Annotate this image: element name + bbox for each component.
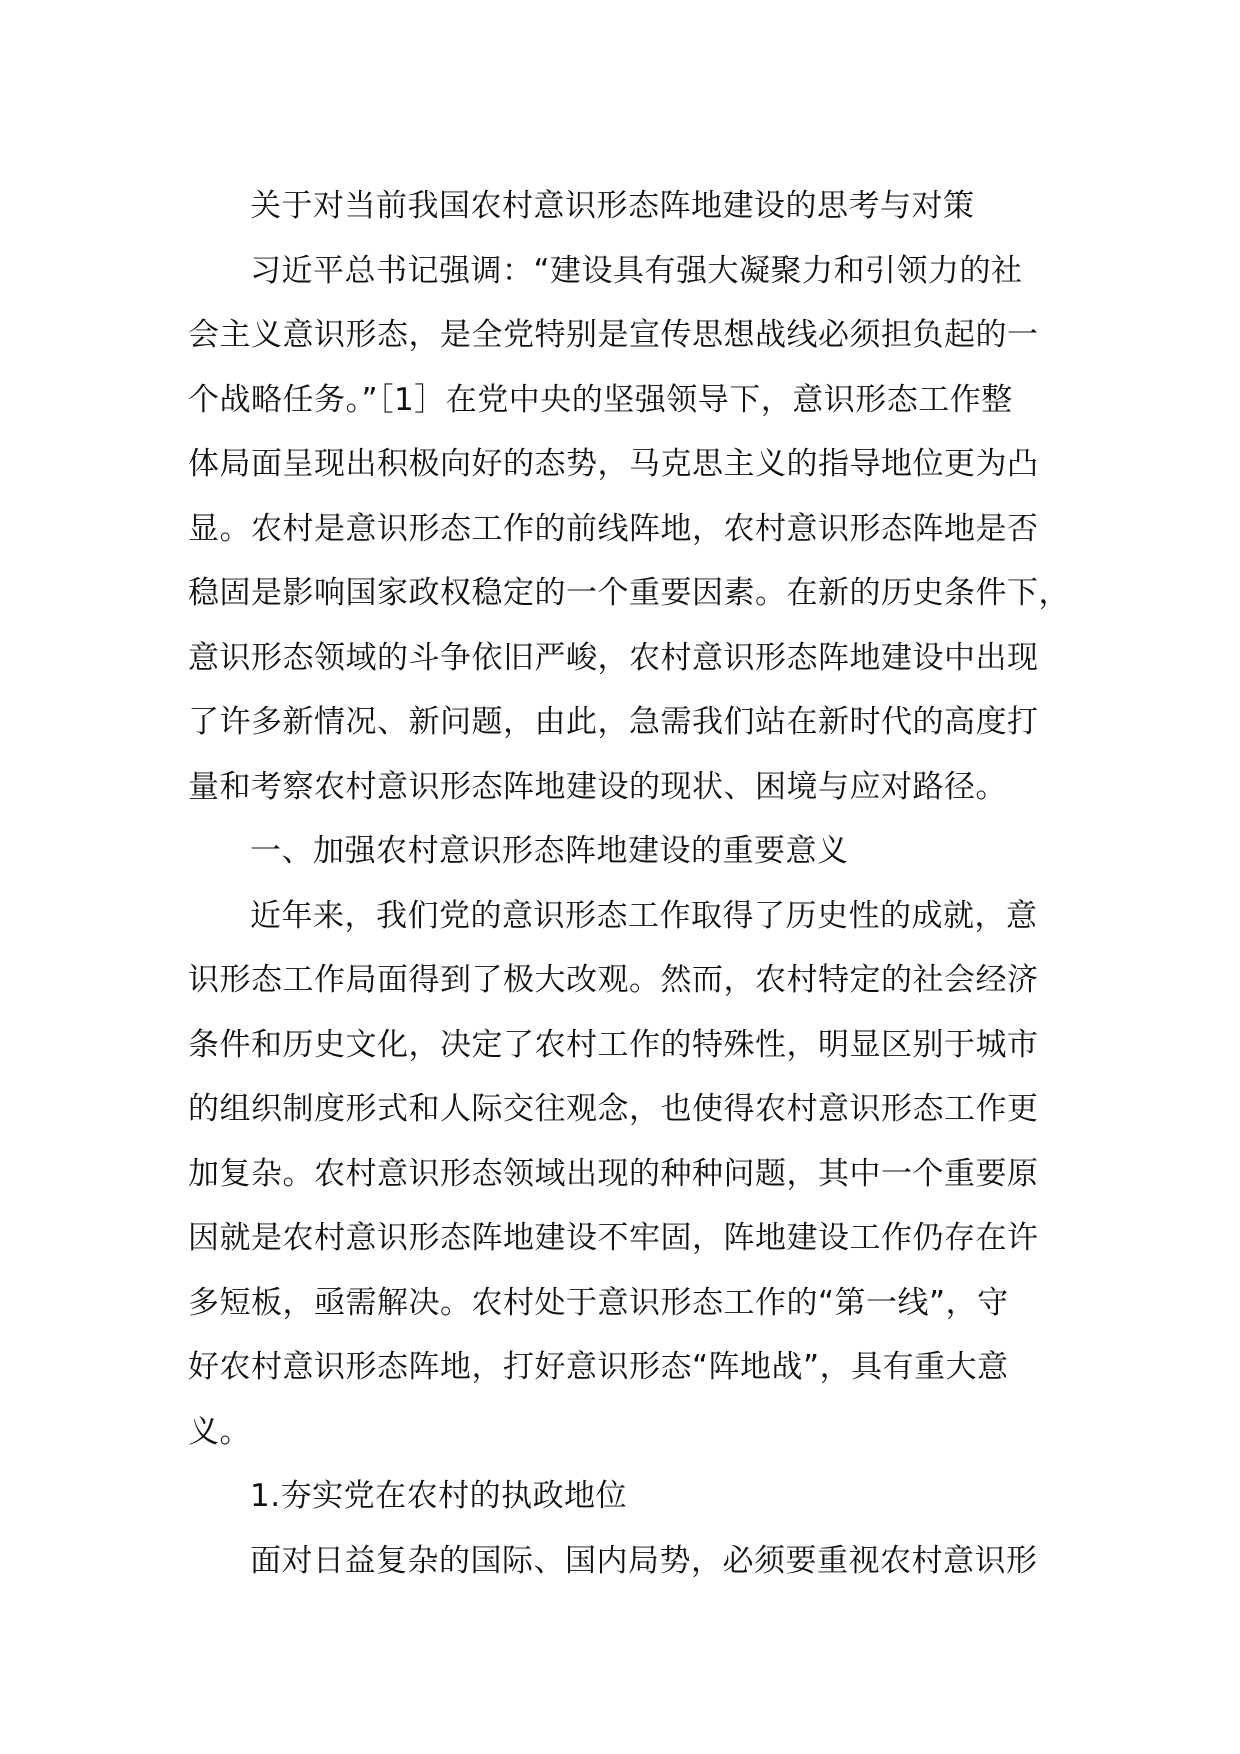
paragraph-line: 好农村意识形态阵地，打好意识形态“阵地战”，具有重大意 bbox=[188, 1349, 1009, 1385]
paragraph-line: 个战略任务。”［1］在党中央的坚强领导下，意识形态工作整 bbox=[188, 381, 1013, 418]
paragraph-line: 会主义意识形态，是全党特别是宣传思想战线必须担负起的一 bbox=[188, 317, 1039, 353]
document-body bbox=[188, 174, 1068, 1593]
section-heading: 一、加强农村意识形态阵地建设的重要意义 bbox=[250, 833, 849, 869]
paragraph-line: 识形态工作局面得到了极大改观。然而，农村特定的社会经济 bbox=[188, 962, 1039, 998]
paragraph-line: 义。 bbox=[188, 1413, 251, 1450]
paragraph-line: 因就是农村意识形态阵地建设不牢固，阵地建设工作仍存在许 bbox=[188, 1220, 1039, 1256]
paragraph-line: 稳固是影响国家政权稳定的一个重要因素。在新的历史条件下， bbox=[188, 575, 1070, 611]
paragraph-line: 了许多新情况、新问题，由此，急需我们站在新时代的高度打 bbox=[188, 704, 1039, 740]
paragraph-line: 多短板，亟需解决。农村处于意识形态工作的“第一线”，守 bbox=[188, 1284, 1009, 1321]
subsection-heading: 1.夯实党在农村的执政地位 bbox=[250, 1478, 628, 1514]
paragraph-line: 条件和历史文化，决定了农村工作的特殊性，明显区别于城市 bbox=[188, 1026, 1039, 1063]
paragraph-line: 加复杂。农村意识形态领域出现的种种问题，其中一个重要原 bbox=[188, 1155, 1039, 1192]
paragraph-line: 量和考察农村意识形态阵地建设的现状、困境与应对路径。 bbox=[188, 768, 1007, 805]
paragraph-line: 近年来，我们党的意识形态工作取得了历史性的成就，意 bbox=[250, 897, 1038, 934]
paragraph-line: 意识形态领域的斗争依旧严峻，农村意识形态阵地建设中出现 bbox=[188, 639, 1039, 676]
paragraph-line: 的组织制度形式和人际交往观念，也使得农村意识形态工作更 bbox=[188, 1091, 1039, 1127]
document-title: 关于对当前我国农村意识形态阵地建设的思考与对策 bbox=[250, 188, 975, 224]
paragraph-line: 面对日益复杂的国际、国内局势，必须要重视农村意识形 bbox=[250, 1542, 1038, 1579]
paragraph-line: 习近平总书记强调：“建设具有强大凝聚力和引领力的社 bbox=[250, 252, 1023, 289]
paragraph-line: 显。农村是意识形态工作的前线阵地，农村意识形态阵地是否 bbox=[188, 510, 1039, 547]
paragraph-line: 体局面呈现出积极向好的态势，马克思主义的指导地位更为凸 bbox=[188, 446, 1039, 482]
